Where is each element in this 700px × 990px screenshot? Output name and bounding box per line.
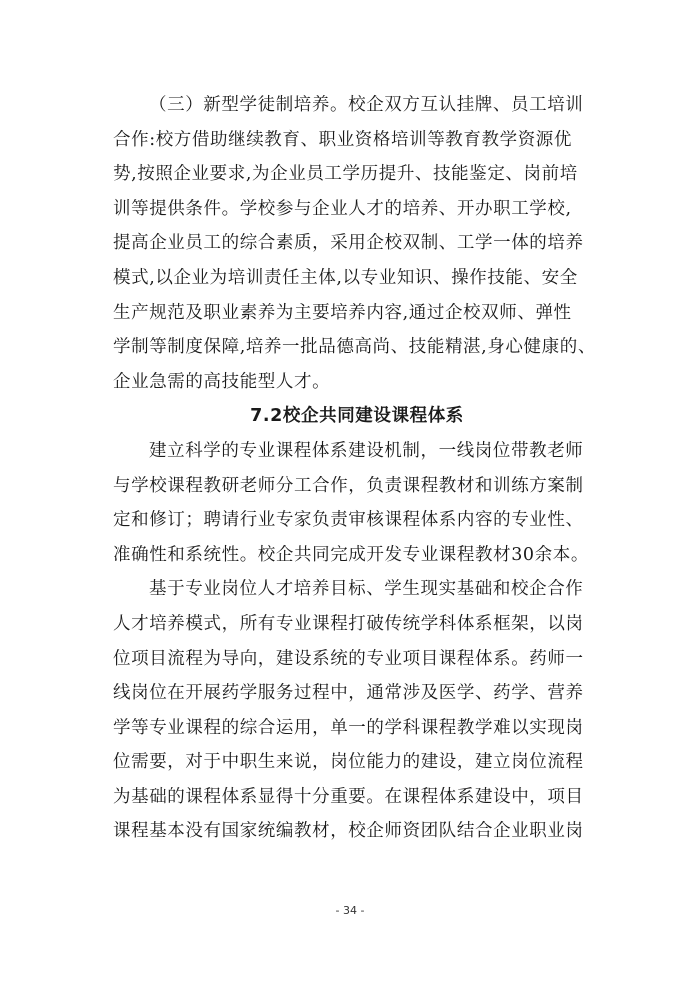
text-line: 位需要，对于中职生来说，岗位能力的建设，建立岗位流程 [113, 752, 584, 773]
paragraph-apprenticeship [113, 88, 601, 399]
paragraph-mechanism [113, 434, 601, 572]
text-line: 训等提供条件。学校参与企业人才的培养、开办职工学校, [113, 198, 572, 219]
text-line: 基于专业岗位人才培养目标、学生现实基础和校企合作 [149, 579, 584, 600]
text-line: 人才培养模式，所有专业课程打破传统学科体系框架，以岗 [113, 613, 584, 634]
text-line: 模式,以企业为培训责任主体,以专业知识、操作技能、安全 [113, 267, 578, 288]
text-line: 生产规范及职业素养为主要培养内容,通过企校双师、弹性 [113, 302, 572, 323]
page-number: - 34 - [335, 904, 365, 917]
text-line: （三）新型学徒制培养。校企双方互认挂牌、员工培训 [149, 95, 584, 115]
text-line: 建立科学的专业课程体系建设机制，一线岗位带教老师 [149, 440, 584, 461]
page-content [113, 88, 601, 849]
text-line: 位项目流程为导向，建设系统的专业项目课程体系。药师一 [113, 648, 584, 669]
text-line: 学等专业课程的综合运用，单一的学科课程教学难以实现岗 [113, 717, 584, 738]
text-line: 企业急需的高技能型人才。 [113, 371, 331, 392]
section-heading: 7.2校企共同建设课程体系 [250, 406, 464, 427]
text-line: 与学校课程教研老师分工合作，负责课程教材和训练方案制 [113, 475, 584, 496]
text-line: 势,按照企业要求,为企业员工学历提升、技能鉴定、岗前培 [113, 164, 578, 185]
text-line: 提高企业员工的综合素质，采用企校双制、工学一体的培养 [113, 233, 584, 254]
text-line: 线岗位在开展药学服务过程中，通常涉及医学、药学、营养 [113, 683, 584, 704]
text-line: 定和修订；聘请行业专家负责审核课程体系内容的专业性、 [113, 510, 584, 531]
text-line: 为基础的课程体系显得十分重要。在课程体系建设中，项目 [113, 786, 584, 807]
text-line: 合作:校方借助继续教育、职业资格培训等教育教学资源优 [113, 129, 572, 150]
text-line: 准确性和系统性。校企共同完成开发专业课程教材30余本。 [113, 544, 589, 565]
text-line: 课程基本没有国家统编教材，校企师资团队结合企业职业岗 [113, 821, 584, 842]
paragraph-curriculum [113, 572, 601, 849]
text-line: 学制等制度保障,培养一批品德高尚、技能精湛,身心健康的、 [113, 337, 596, 358]
